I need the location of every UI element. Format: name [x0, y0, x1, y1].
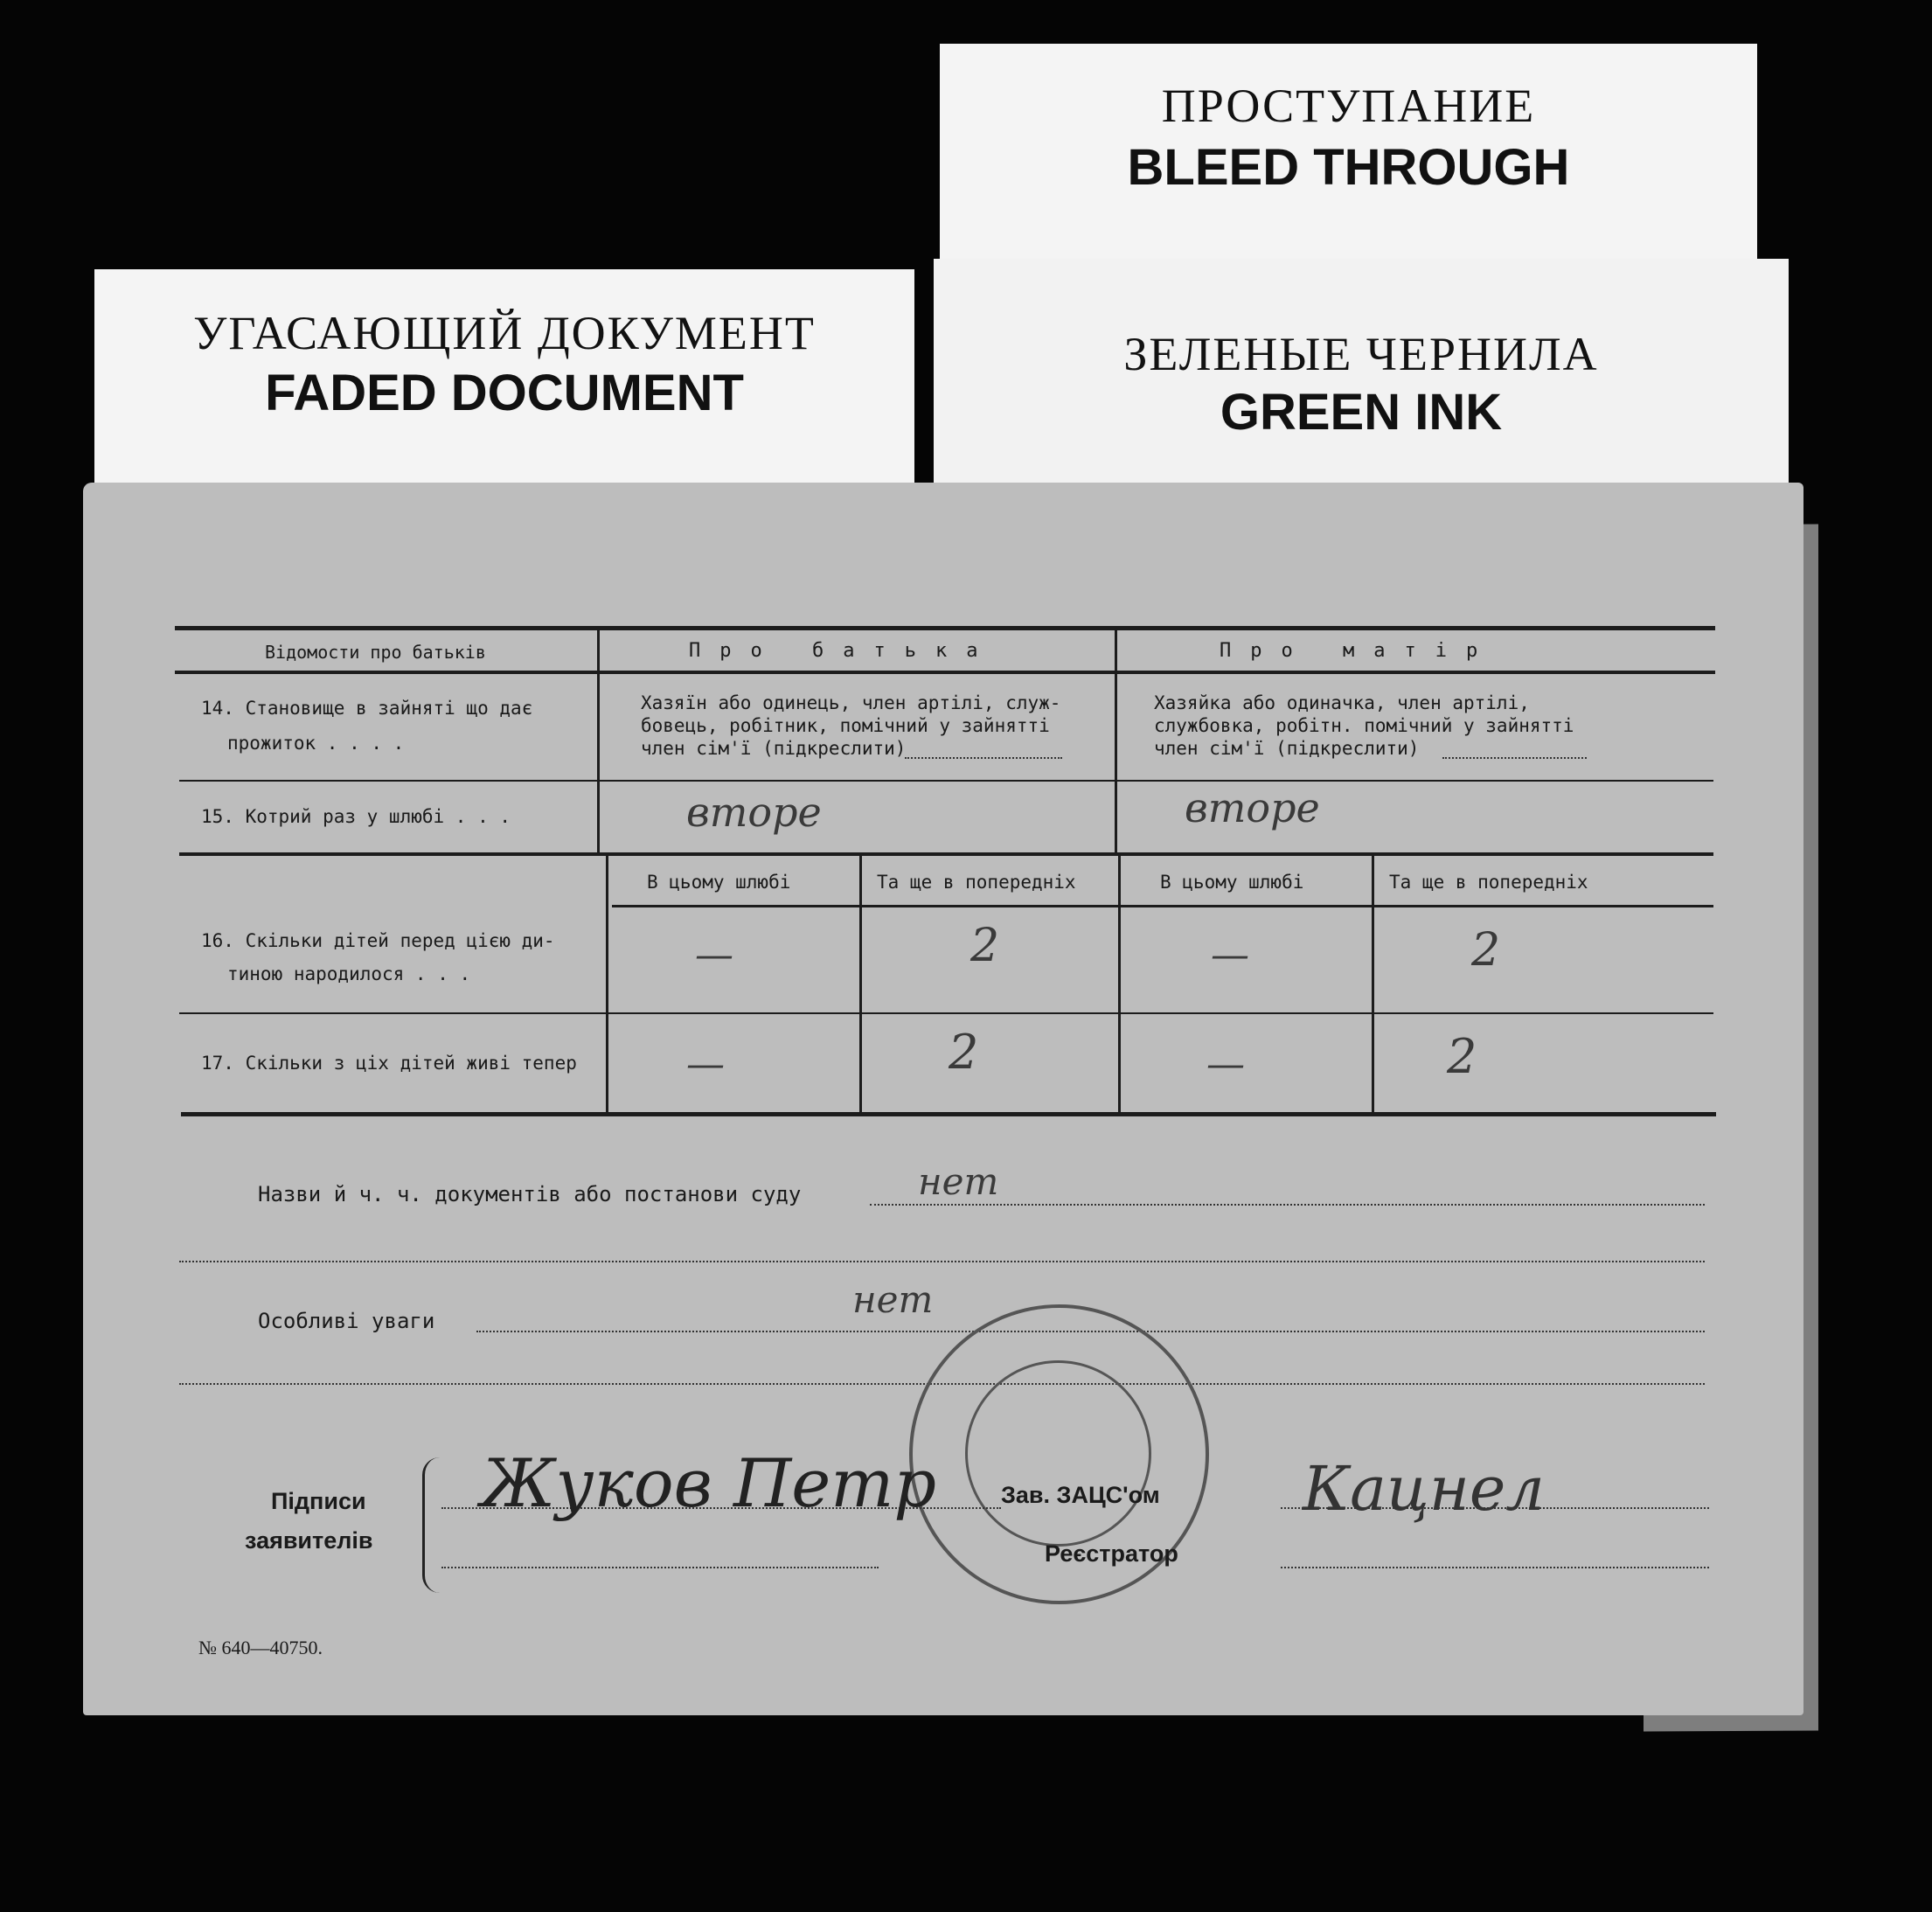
row16-father-previous-value: 2: [970, 920, 1000, 972]
faded-document-label-ru: УГАСАЮЩИЙ ДОКУМЕНТ: [193, 307, 816, 359]
remarks-handwriting: нет: [852, 1278, 934, 1321]
signatures-label-line1: Підписи: [271, 1488, 366, 1514]
subheader-father-previous: Та ще в попередніх: [877, 872, 1076, 893]
col-divider-4: [1372, 852, 1374, 1115]
green-ink-label-ru: ЗЕЛЕНЫЕ ЧЕРНИЛА: [1123, 328, 1599, 380]
signature-line-2: [441, 1567, 879, 1568]
row14-label-line1: 14. Становище в зайняті що дає: [201, 698, 533, 719]
subheader-mother-this-marriage: В цьому шлюбі: [1160, 872, 1304, 893]
row17-mother-previous-value: 2: [1447, 1029, 1477, 1084]
row15-father-handwriting: вторе: [686, 789, 822, 836]
header-mother: Про матір: [1220, 640, 1498, 662]
row16-father-this-value: —: [695, 933, 733, 977]
row17-father-previous-value: 2: [949, 1025, 979, 1080]
row14-mother-dotline: [1442, 757, 1587, 759]
col-divider-3: [859, 852, 862, 1115]
col-divider-2b: [1118, 852, 1121, 1115]
bleed-through-label-card: [940, 44, 1757, 267]
row14-label-line2: прожиток . . . .: [227, 733, 405, 754]
row14-rule: [179, 780, 1713, 782]
official-stamp-inner-ring: [965, 1360, 1151, 1547]
signatures-brace: [422, 1457, 441, 1593]
row14-father-dotline: [905, 757, 1062, 759]
official-signature: Кацнел: [1303, 1453, 1545, 1525]
row14-mother-line3: член сім'ї (підкреслити): [1154, 738, 1420, 759]
header-rule: [175, 671, 1715, 674]
table-bottom-rule: [181, 1112, 1716, 1116]
row16-label-line2: тиною народилося . . .: [227, 963, 471, 984]
header-parents-info: Відомости про батьків: [265, 642, 486, 663]
col-divider-1: [597, 626, 600, 853]
row14-father-line3: член сім'ї (підкреслити): [641, 738, 907, 759]
subheader-father-this-marriage: В цьому шлюбі: [647, 872, 791, 893]
col-divider-1b: [606, 852, 608, 1115]
registrar-label: Реєстратор: [1045, 1540, 1178, 1567]
head-of-registry-label: Зав. ЗАЦС'ом: [1001, 1482, 1160, 1508]
row15-mother-handwriting: вторе: [1185, 784, 1320, 831]
remarks-label: Особливі уваги: [258, 1309, 435, 1333]
row17-mother-this-value: —: [1206, 1042, 1245, 1087]
applicant-signature: Жуков Петр: [481, 1444, 936, 1522]
documents-dotline-2: [179, 1261, 1705, 1262]
row15-rule: [179, 852, 1713, 856]
header-father: Про батька: [689, 640, 997, 662]
form-number: № 640—40750.: [198, 1637, 323, 1658]
table-top-rule: [175, 626, 1715, 630]
faded-document-label-en: FADED DOCUMENT: [265, 365, 744, 421]
row17-father-this-value: —: [686, 1042, 725, 1087]
green-ink-label-card: [934, 259, 1789, 488]
row16-label-line1: 16. Скільки дітей перед цією ди-: [201, 930, 555, 951]
subheader-rule: [612, 905, 1713, 907]
row14-mother-line2: службовка, робітн. помічний у зайнятті: [1154, 715, 1574, 736]
col-divider-2: [1115, 626, 1117, 853]
subheader-mother-previous: Та ще в попередніх: [1389, 872, 1588, 893]
row14-mother-line1: Хазяйка або одиначка, член артілі,: [1154, 692, 1530, 713]
documents-handwriting: нет: [918, 1160, 999, 1203]
row14-father-line1: Хазяїн або одинець, член артілі, служ-: [641, 692, 1061, 713]
bleed-through-label-ru: ПРОСТУПАНИЕ: [1161, 80, 1536, 132]
documents-dotline: [870, 1204, 1705, 1206]
row15-label: 15. Котрий раз у шлюбі . . .: [201, 806, 511, 827]
faded-document-label-card: [94, 269, 914, 488]
row16-mother-previous-value: 2: [1471, 924, 1501, 977]
row16-rule: [179, 1012, 1713, 1014]
signatures-label-line2: заявителів: [245, 1527, 373, 1554]
registrar-signature-line: [1281, 1567, 1709, 1568]
bleed-through-label-en: BLEED THROUGH: [1127, 139, 1570, 196]
row14-father-line2: бовець, робітник, помічний у зайнятті: [641, 715, 1050, 736]
green-ink-label-en: GREEN INK: [1220, 384, 1503, 441]
row17-label: 17. Скільки з ціх дітей живі тепер: [201, 1053, 577, 1074]
registration-form-page: [83, 483, 1803, 1715]
row16-mother-this-value: —: [1211, 933, 1249, 977]
documents-label: Назви й ч. ч. документів або постанови суду: [258, 1182, 802, 1206]
